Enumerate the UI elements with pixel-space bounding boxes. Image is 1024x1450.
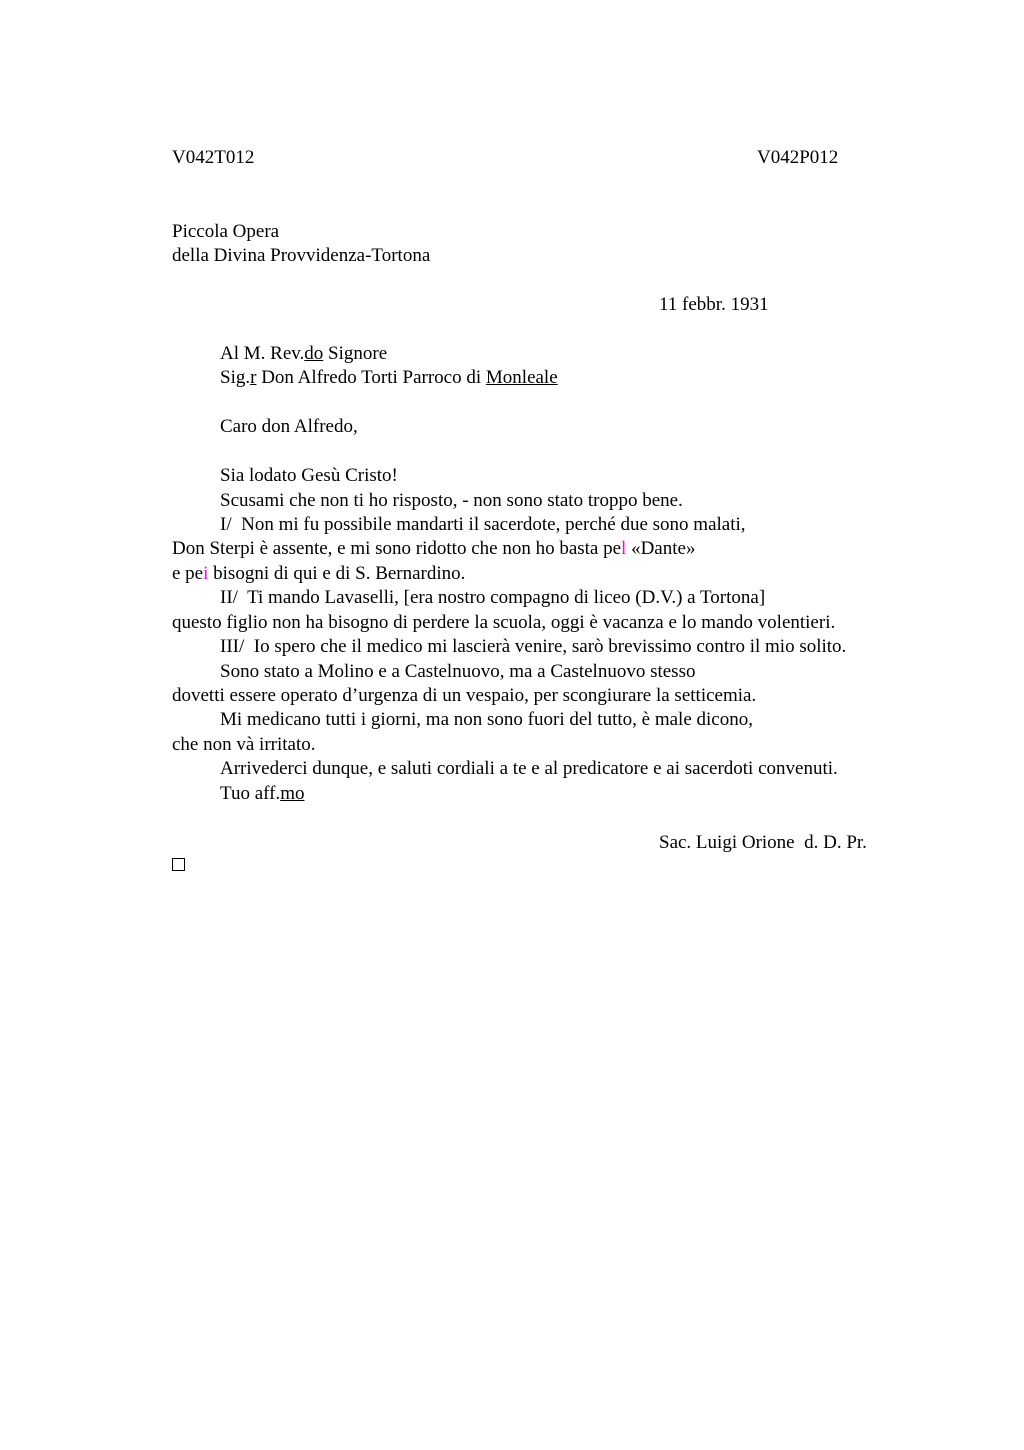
addressee-line-1 <box>220 342 387 366</box>
sender-line-2: della Divina Provvidenza-Tortona <box>172 245 431 266</box>
salutation: Caro don Alfredo, <box>220 416 358 437</box>
closing-line <box>220 782 304 806</box>
addressee-name: Don Alfredo Torti Parroco di <box>256 367 486 388</box>
body-line-8: III/ Io spero che il medico mi lascierà venire, sarò brevissimo contro il mio solito. <box>220 636 847 657</box>
closing-abbrev: mo <box>280 783 305 804</box>
addressee-title-prefix: Al M. Rev. <box>220 343 305 364</box>
body-line-11: Mi medicano tutti i giorni, ma non sono fuori del tutto, è male dicono, <box>220 709 753 730</box>
document-code-right: V042P012 <box>757 147 839 168</box>
body-line-4 <box>172 537 695 561</box>
body-line-7: questo figlio non ha bisogno di perdere la scuola, oggi è vacanza e lo mando volentieri. <box>172 612 836 633</box>
addressee-name-abbrev: r <box>250 367 257 388</box>
sender-line-1: Piccola Opera <box>172 221 280 242</box>
body-line-5 <box>172 562 465 586</box>
body-line-13: Arrivederci dunque, e saluti cordiali a te e al predicatore e ai sacerdoti convenuti. <box>220 758 838 779</box>
closing-text: Tuo aff. <box>220 783 281 804</box>
letter-date: 11 febbr. 1931 <box>659 294 769 315</box>
body-line-10: dovetti essere operato d’urgenza di un vespaio, per scongiurare la setticemia. <box>172 685 757 706</box>
addressee-title-suffix: Signore <box>323 343 388 364</box>
body-line-6: II/ Ti mando Lavaselli, [era nostro compagno di liceo (D.V.) a Tortona] <box>220 587 766 608</box>
addressee-name-prefix: Sig. <box>220 367 251 388</box>
addressee-place: Monleale <box>485 367 558 388</box>
body-line-4-highlight: l <box>621 538 627 559</box>
body-line-12: che non và irritato. <box>172 734 316 755</box>
addressee-title-abbrev: do <box>304 343 324 364</box>
end-marker-square-icon <box>172 858 185 871</box>
addressee-line-2 <box>220 366 558 390</box>
body-line-3: I/ Non mi fu possibile mandarti il sacerdote, perché due sono malati, <box>220 514 746 535</box>
body-line-4-text: Don Sterpi è assente, e mi sono ridotto che non ho basta pe <box>172 538 622 559</box>
body-line-2: Scusami che non ti ho risposto, - non sono stato troppo bene. <box>220 490 683 511</box>
body-line-4-tail: «Dante» <box>626 538 696 559</box>
body-line-1: Sia lodato Gesù Cristo! <box>220 465 398 486</box>
signature: Sac. Luigi Orione d. D. Pr. <box>659 832 867 853</box>
body-line-9: Sono stato a Molino e a Castelnuovo, ma a Castelnuovo stesso <box>220 661 696 682</box>
body-line-5-text: e pe <box>172 563 204 584</box>
document-code-left: V042T012 <box>172 147 255 168</box>
body-line-5-tail: bisogni di qui e di S. Bernardino. <box>208 563 466 584</box>
body-line-5-highlight: i <box>203 563 209 584</box>
